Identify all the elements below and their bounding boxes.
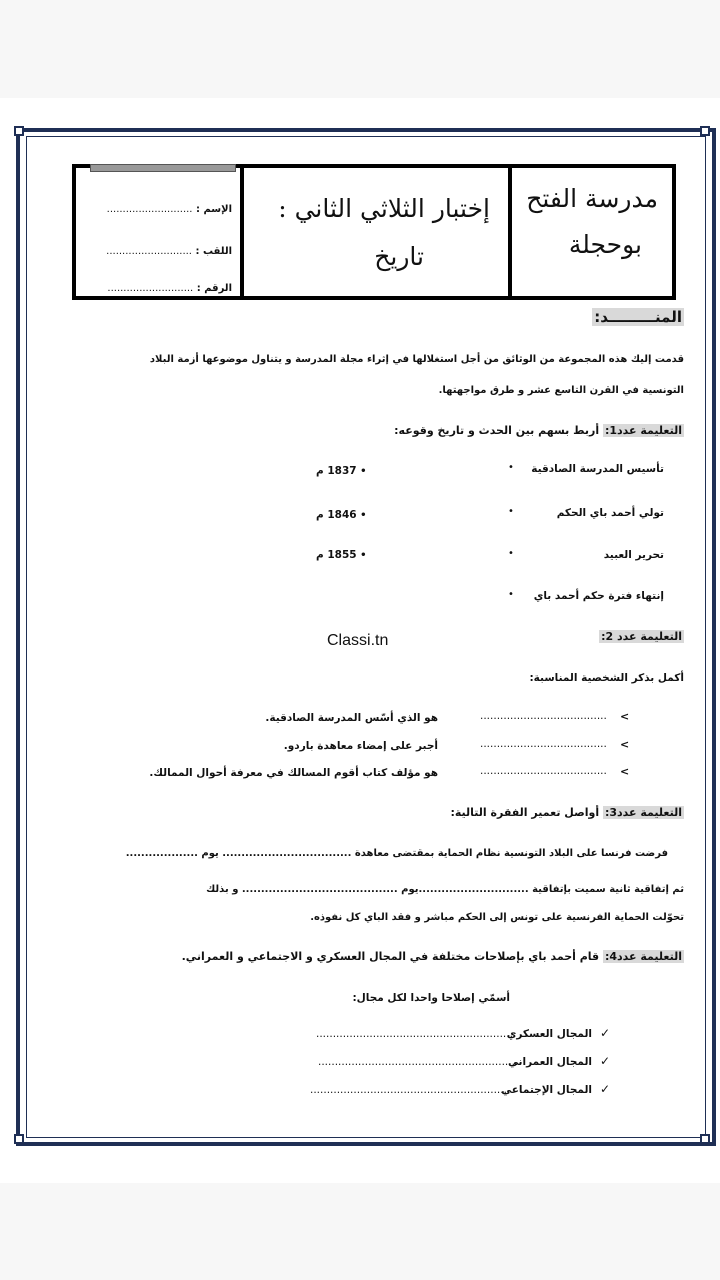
task2-item3-blank[interactable]: ......................................	[480, 765, 607, 777]
date-2[interactable]: • 1846 م	[316, 509, 367, 521]
task4-label: التعليمة عدد4:	[604, 950, 682, 963]
task4-item2-blank[interactable]: ............................................................	[318, 1056, 519, 1068]
event-bullet: •	[508, 589, 514, 600]
event-4[interactable]: إنتهاء فترة حكم أحمد باي	[533, 590, 664, 602]
border-corner	[14, 126, 24, 136]
number-label: الرقم :	[196, 283, 232, 294]
task3-instruction: أواصل تعمير الفقرة التالية:	[450, 806, 600, 819]
checkmark-icon: ✓	[600, 1082, 611, 1096]
task4-instruction: قام أحمد باي بإصلاحات مختلفة في المجال العسكري و الاجتماعي و العمراني.	[181, 950, 600, 963]
task4-sub-instruction: أسمّي إصلاحا واحدا لكل مجال:	[352, 992, 510, 1004]
checkmark-icon: ✓	[600, 1054, 611, 1068]
task4-item3-blank[interactable]: ............................................................	[310, 1084, 511, 1096]
name-field[interactable]	[107, 204, 232, 215]
header-bar-decoration	[90, 164, 236, 172]
task2-item3-text: هو مؤلف كتاب أقوم المسالك في معرفة أحوال الممالك.	[149, 767, 438, 779]
event-bullet: •	[508, 548, 514, 559]
exam-header	[72, 164, 676, 300]
task3-line2[interactable]: ثم إتفاقية ثانية سميت بإتفاقية .............................يوم ......................................... و بذلك	[206, 884, 684, 895]
task3-line1[interactable]: فرضت فرنسا على البلاد التونسية نظام الحماية بمقتضى معاهدة .................................. يوم ...................	[125, 848, 668, 859]
border-corner	[14, 1134, 24, 1144]
source-text-line1: قدمت إليك هذه المجموعة من الوثائق من أجل استغلالها في إثراء مجلة المدرسة و يتناول موضوعها أزمة البلاد	[149, 354, 684, 365]
task4-heading	[182, 950, 684, 963]
date-1[interactable]: • 1837 م	[316, 465, 367, 477]
checkmark-icon: ✓	[600, 1026, 611, 1040]
border-corner	[700, 1134, 710, 1144]
name-dots: ...........................	[106, 204, 193, 215]
number-field[interactable]	[107, 283, 232, 294]
event-bullet: •	[508, 506, 514, 517]
border-corner	[700, 126, 710, 136]
student-info-cell	[76, 168, 244, 296]
task2-item1-blank[interactable]: ......................................	[480, 710, 607, 722]
task4-item1-blank[interactable]: ............................................................	[316, 1028, 517, 1040]
exam-title-cell	[244, 168, 512, 296]
task2-heading: التعليمة عدد 2:	[601, 630, 682, 643]
school-name: مدرسة الفتح	[526, 184, 658, 213]
event-1[interactable]: تأسيس المدرسة الصادقية	[531, 463, 664, 475]
date-3[interactable]: • 1855 م	[316, 549, 367, 561]
task3-label: التعليمة عدد3:	[604, 806, 682, 819]
exam-subject: تاريخ	[374, 242, 424, 271]
source-text-line2: التونسية في القرن التاسع عشر و طرق مواجهتها.	[438, 385, 684, 396]
exam-title: إختبار الثلاثي الثاني :	[278, 194, 490, 223]
task1-heading	[394, 424, 684, 437]
task1-label: التعليمة عدد1:	[604, 424, 682, 437]
arrow-icon: <	[620, 710, 630, 723]
task2-item2-text: أجبر على إمضاء معاهدة باردو.	[283, 740, 438, 752]
task1-instruction: أربط بسهم بين الحدث و تاريخ وقوعه:	[394, 424, 600, 437]
arrow-icon: <	[620, 765, 630, 778]
task4-item1-text: المجال العسكري	[506, 1028, 592, 1040]
event-3[interactable]: تحرير العبيد	[603, 549, 664, 561]
number-dots: ...........................	[107, 283, 194, 294]
name-label: الإسم :	[195, 204, 232, 215]
task2-item2-blank[interactable]: ......................................	[480, 738, 607, 750]
event-bullet: •	[508, 462, 514, 473]
surname-field[interactable]	[106, 246, 232, 257]
surname-dots: ...........................	[106, 246, 192, 257]
school-town: بوحجلة	[568, 230, 642, 259]
watermark: Classi.tn	[327, 632, 389, 649]
task2-instruction: أكمل بذكر الشخصية المناسبة:	[529, 672, 684, 684]
task2-item1-text: هو الذي أسّس المدرسة الصادقية.	[265, 712, 438, 724]
source-heading: المنـــــــــد:	[594, 308, 682, 326]
task3-heading	[450, 806, 684, 819]
event-2[interactable]: تولي أحمد باي الحكم	[556, 507, 664, 519]
task3-line3: تحوّلت الحماية الفرنسية على تونس إلى الحكم مباشر و فقد الباي كل نفوذه.	[310, 912, 684, 923]
task4-item3-text: المجال الإجتماعي	[501, 1084, 592, 1096]
arrow-icon: <	[620, 738, 630, 751]
surname-label: اللقب :	[195, 246, 232, 257]
school-cell	[512, 168, 672, 296]
task4-item2-text: المجال العمراني	[507, 1056, 592, 1068]
